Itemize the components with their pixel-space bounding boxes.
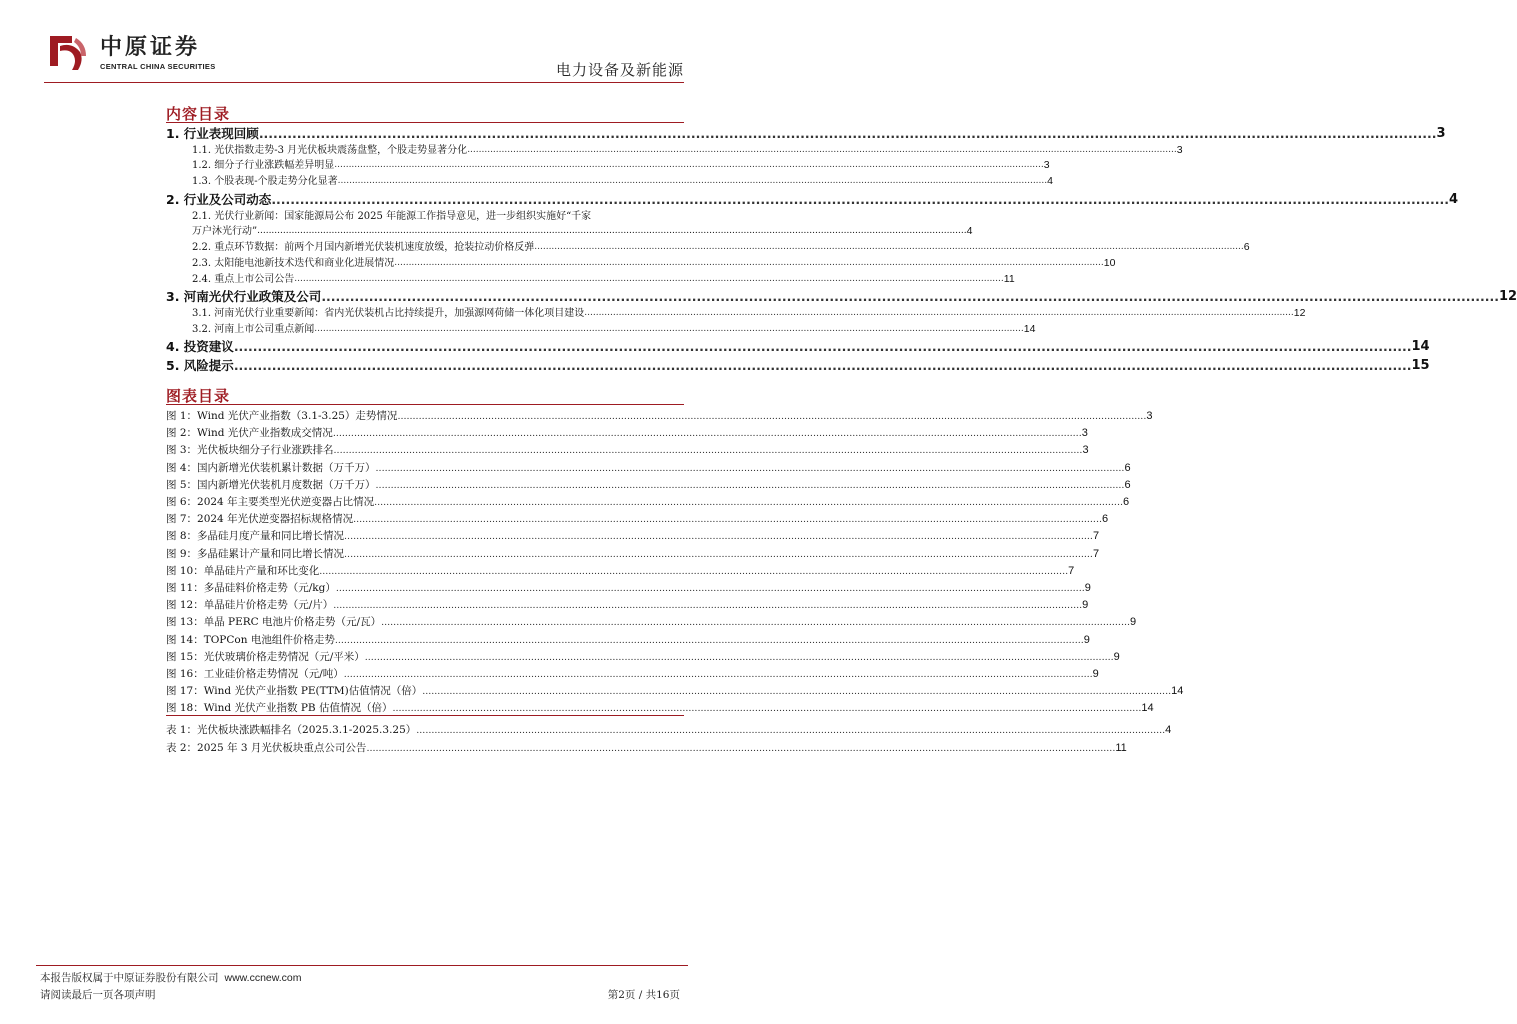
- table-entry[interactable]: [166, 722, 1172, 739]
- figure-entry-label: 图 8：多晶硅月度产量和同比增长情况: [166, 530, 345, 543]
- figure-entry[interactable]: [166, 511, 1109, 528]
- toc-entry-label: 1.2. 细分子行业涨跌幅差异明显: [192, 160, 335, 171]
- figure-entry-page: 6: [1101, 513, 1109, 526]
- toc-entry-page: 10: [1103, 257, 1116, 269]
- toc-entry-page: 15: [1411, 358, 1430, 373]
- toc-entry-1[interactable]: [166, 125, 1446, 143]
- toc-entry-label: 4. 投资建议: [166, 339, 234, 354]
- toc-entry-page: 12: [1498, 289, 1517, 304]
- figure-entry-page: 6: [1122, 496, 1130, 508]
- footer-copyright: [40, 970, 302, 985]
- figure-entry[interactable]: [166, 563, 1075, 580]
- toc-entry-2[interactable]: [166, 191, 1458, 209]
- figure-entry-label: 图 6：2024 年主要类型光伏逆变器占比情况: [166, 496, 375, 508]
- header-divider: [44, 82, 684, 83]
- figure-entry[interactable]: [166, 580, 1091, 597]
- report-section-name: 电力设备及新能源: [555, 61, 684, 79]
- figure-entry-label: 图 7：2024 年光伏逆变器招标规格情况: [166, 513, 354, 526]
- figure-entry-label: 图 11：多晶硅料价格走势（元/kg）: [166, 582, 336, 594]
- contents-title: 内容目录: [166, 105, 231, 123]
- website-link[interactable]: www.ccnew.com: [224, 972, 302, 984]
- figure-entry-page: 6: [1124, 461, 1131, 474]
- toc-entry-page: 6: [1243, 241, 1250, 253]
- figure-entry-label: 图 16：工业硅价格走势情况（元/吨）: [166, 668, 344, 680]
- logo-english-name: CENTRAL CHINA SECURITIES: [100, 61, 216, 71]
- toc-entry-5[interactable]: [166, 357, 1430, 375]
- figure-entry-label: 图 17：Wind 光伏产业指数 PE(TTM)估值情况（倍）: [166, 685, 423, 698]
- footer-divider: [36, 965, 688, 966]
- figure-entry[interactable]: [166, 666, 1099, 683]
- figure-entry-label: 图 3：光伏板块细分子行业涨跌排名: [166, 444, 334, 457]
- toc-entry-1-2[interactable]: [166, 158, 1050, 173]
- figure-entry[interactable]: [166, 632, 1090, 649]
- figure-entry[interactable]: [166, 528, 1100, 545]
- figure-entry-page: 7: [1068, 564, 1075, 577]
- toc-entry-label: 3.2. 河南上市公司重点新闻: [192, 324, 315, 335]
- figure-entry[interactable]: [166, 425, 1088, 442]
- figure-entry[interactable]: [166, 494, 1130, 511]
- logo-mark-icon: [46, 32, 90, 74]
- toc-entry-page: 3: [1176, 144, 1183, 156]
- copyright-text: 本报告版权属于中原证券股份有限公司: [40, 972, 219, 984]
- figure-entry[interactable]: [166, 442, 1089, 459]
- page-header: [0, 0, 724, 90]
- toc-entry-2-3[interactable]: [166, 256, 1116, 271]
- toc-entry-2-1[interactable]: [166, 209, 973, 239]
- toc-entry-page: 14: [1023, 323, 1036, 335]
- toc-entry-label: 2.3. 太阳能电池新技术迭代和商业化进展情况: [192, 258, 395, 269]
- toc-entry-label: 3.1. 河南光伏行业重要新闻：省内光伏装机占比持续提升，加强源网荷储一体化项目建设: [192, 308, 585, 319]
- figure-entry-label: 图 14：TOPCon 电池组件价格走势: [166, 633, 335, 646]
- toc-entry-label: 2.4. 重点上市公司公告: [192, 274, 295, 285]
- table-entry-label: 表 2：2025 年 3 月光伏板块重点公司公告: [166, 742, 367, 754]
- table-list-divider: [166, 715, 684, 716]
- figure-entry-label: 图 1：Wind 光伏产业指数（3.1-3.25）走势情况: [166, 410, 398, 422]
- toc-entry-3-2[interactable]: [166, 322, 1036, 337]
- toc-entry-page: 11: [1003, 273, 1015, 285]
- figure-entry-page: 3: [1081, 427, 1088, 440]
- footer-disclaimer: 请阅读最后一页各项声明: [40, 989, 156, 1001]
- figure-entry-label: 图 18：Wind 光伏产业指数 PB 估值情况（倍）: [166, 702, 393, 715]
- figure-entry[interactable]: [166, 477, 1131, 494]
- figure-entry-label: 图 15：光伏玻璃价格走势情况（元/平米）: [166, 650, 365, 663]
- figures-title-rule: [166, 404, 684, 405]
- toc-entry-3-1[interactable]: [166, 306, 1306, 321]
- toc-entry-1-1[interactable]: [166, 143, 1183, 158]
- figure-entry-label: 图 13：单晶 PERC 电池片价格走势（元/瓦）: [166, 616, 382, 629]
- toc-entry-page: 4: [1448, 192, 1458, 207]
- company-logo: [46, 32, 216, 74]
- figure-entry-label: 图 10：单晶硅片产量和环比变化: [166, 564, 320, 577]
- figure-entry[interactable]: [166, 460, 1131, 477]
- toc-entry-2-2[interactable]: [166, 240, 1250, 255]
- figure-entry-page: 3: [1146, 410, 1153, 422]
- toc-entry-4[interactable]: [166, 338, 1430, 356]
- toc-entry-label: 3. 河南光伏行业政策及公司: [166, 289, 322, 304]
- figures-title: 图表目录: [166, 387, 231, 405]
- table-entry-page: 11: [1115, 742, 1127, 754]
- toc-entry-label: 2. 行业及公司动态: [166, 192, 272, 207]
- toc-entry-page: 3: [1436, 126, 1446, 141]
- figure-entry-page: 7: [1092, 530, 1100, 543]
- figure-entry-page: 3: [1082, 444, 1089, 457]
- toc-entry-label: 1.3. 个股表现-个股走势分化显著: [192, 176, 338, 187]
- figure-entry-label: 图 12：单晶硅片价格走势（元/片）: [166, 599, 334, 612]
- figure-entry-page: 6: [1124, 478, 1131, 491]
- figure-entry-label: 图 2：Wind 光伏产业指数成交情况: [166, 427, 333, 440]
- toc-entry-label: 1. 行业表现回顾: [166, 126, 259, 141]
- table-entry-page: 4: [1165, 724, 1172, 736]
- figure-entry-page: 9: [1130, 616, 1137, 629]
- page-number: 第2页 / 共16页: [607, 989, 680, 1001]
- table-entry-label: 表 1：光伏板块涨跌幅排名（2025.3.1-2025.3.25）: [166, 724, 417, 736]
- figure-entry-page: 9: [1092, 668, 1099, 680]
- figure-entry[interactable]: [166, 649, 1120, 666]
- toc-entry-page: 14: [1411, 339, 1430, 354]
- figure-entry[interactable]: [166, 683, 1184, 700]
- figure-entry-page: 14: [1141, 702, 1154, 715]
- figure-entry[interactable]: [166, 546, 1100, 563]
- figure-entry-page: 9: [1082, 599, 1089, 612]
- figure-entry-page: 9: [1113, 650, 1120, 663]
- figure-entry[interactable]: [166, 597, 1089, 614]
- figure-entry-label: 图 4：国内新增光伏装机累计数据（万千万）: [166, 461, 376, 474]
- toc-entry-label: 1.1. 光伏指数走势-3 月光伏板块震荡盘整，个股走势显著分化: [192, 145, 468, 156]
- figure-entry-page: 9: [1083, 633, 1090, 646]
- toc-entry-page: 4: [1047, 175, 1053, 187]
- toc-entry-page: 12: [1293, 307, 1306, 319]
- figure-entry-label: 图 5：国内新增光伏装机月度数据（万千万）: [166, 478, 376, 491]
- figure-entry-page: 7: [1092, 547, 1100, 560]
- figure-entry-page: 9: [1084, 582, 1091, 594]
- logo-chinese-name: 中原证券: [100, 34, 201, 60]
- figure-entry-label: 图 9：多晶硅累计产量和同比增长情况: [166, 547, 345, 560]
- toc-entry-label: 2.1. 光伏行业新闻：国家能源局公布 2025 年能源工作指导意见，进一步组织实施好“千家: [192, 211, 592, 222]
- toc-entry-1-3[interactable]: [166, 174, 1053, 189]
- table-entry[interactable]: [166, 740, 1127, 757]
- toc-entry-label: 2.2. 重点环节数据：前两个月国内新增光伏装机速度放缓，抢装拉动价格反弹: [192, 242, 535, 253]
- figure-entry-page: 14: [1171, 685, 1184, 698]
- toc-entry-label-continued: 万户沐光行动”: [192, 226, 258, 237]
- toc-entry-2-4[interactable]: [166, 272, 1015, 287]
- figure-entry[interactable]: [166, 408, 1153, 425]
- toc-entry-3[interactable]: [166, 288, 1517, 306]
- figure-entry[interactable]: [166, 614, 1137, 631]
- toc-entry-page: 4: [966, 225, 973, 237]
- contents-title-rule: [166, 122, 684, 123]
- toc-entry-page: 3: [1043, 159, 1050, 171]
- toc-entry-label: 5. 风险提示: [166, 358, 234, 373]
